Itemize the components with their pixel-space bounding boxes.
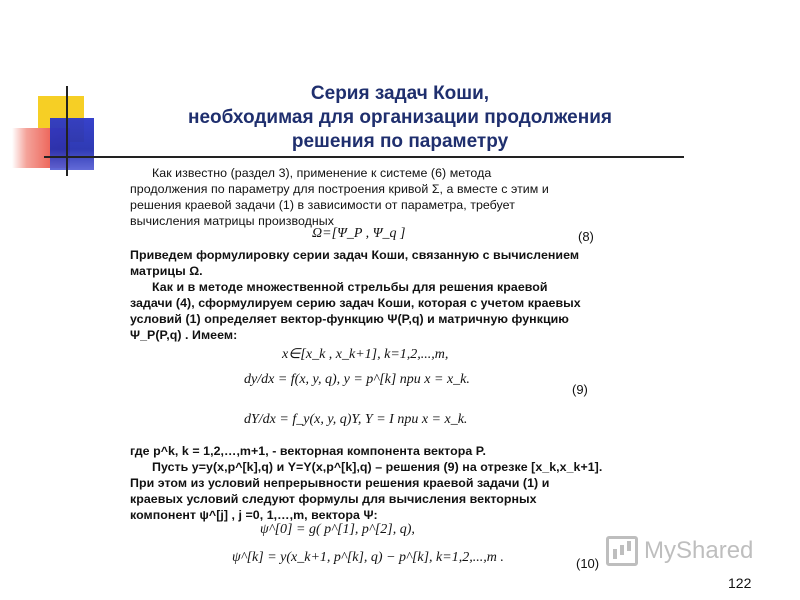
equation-9-interval: x∈[x_k , x_k+1], k=1,2,...,m, [282, 347, 449, 362]
paragraph-2-line-1: Приведем формулировку серии задач Коши, связанную с вычислением [130, 248, 580, 262]
equation-9-ode: dy/dx = f(x, y, q), y = p^[k] при x = x_k. [244, 372, 470, 387]
paragraph-1-line-2: продолжения по параметру для построения кривой Σ, а вместе с этим и [130, 182, 549, 196]
paragraph-4-line-3: При этом из условий непрерывности решения краевой задачи (1) и [130, 476, 550, 490]
paragraph-3-line-1: Как и в методе множественной стрельбы для решения краевой [152, 280, 548, 294]
chart-icon [606, 536, 638, 566]
paragraph-4-line-4: краевых условий следуют формулы для вычисления векторных [130, 492, 537, 506]
paragraph-2-line-2: матрицы Ω. [130, 264, 203, 278]
watermark-text: MyShared [644, 537, 754, 564]
equation-10-number: (10) [576, 556, 600, 571]
paragraph-4-line-2: Пусть y=y(x,p^[k],q) и Y=Y(x,p^[k],q) – решения (9) на отрезке [x_k,x_k+1]. [152, 460, 603, 474]
title-line-1: Серия задач Коши, [310, 83, 490, 104]
paragraph-1-line-1: Как известно (раздел 3), применение к системе (6) метода [152, 166, 492, 180]
title-underline-rule [44, 156, 684, 158]
equation-9-number: (9) [572, 382, 588, 397]
vertical-rule [66, 86, 68, 176]
paragraph-3-line-3: условий (1) определяет вектор-функцию Ψ(P,q) и матричную функцию [130, 312, 569, 326]
slide-title [110, 82, 690, 154]
equation-8-number: (8) [578, 229, 594, 244]
title-line-3: решения по параметру [291, 131, 509, 152]
blue-square-decoration [50, 118, 94, 170]
paragraph-3-line-2: задачи (4), сформулируем серию задач Коши, которая с учетом краевых [130, 296, 581, 310]
myshared-watermark [606, 536, 753, 566]
equation-10-second: ψ^[k] = y(x_k+1, p^[k], q) − p^[k], k=1,2,...,m . [232, 550, 504, 565]
page-number: 122 [728, 575, 752, 591]
equation-8: Ω=[Ψ_P , Ψ_q ] [312, 226, 406, 241]
equation-10-first: ψ^[0] = g( p^[1], p^[2], q), [260, 522, 415, 537]
paragraph-4-line-5: компонент ψ^[j] , j =0, 1,…,m, вектора Ψ: [130, 508, 378, 522]
title-line-2: необходимая для организации продолжения [188, 107, 612, 128]
paragraph-1-line-3: решения краевой задачи (1) в зависимости от параметра, требует [130, 198, 515, 212]
paragraph-1-line-4: вычисления матрицы производных [130, 214, 334, 228]
paragraph-3-line-4: Ψ_P(P,q) . Имеем: [130, 328, 238, 342]
paragraph-4-line-1: где p^k, k = 1,2,…,m+1, - векторная компонента вектора P. [130, 444, 487, 458]
equation-9-variational: dY/dx = f_y(x, y, q)Y, Y = I при x = x_k. [244, 412, 468, 427]
